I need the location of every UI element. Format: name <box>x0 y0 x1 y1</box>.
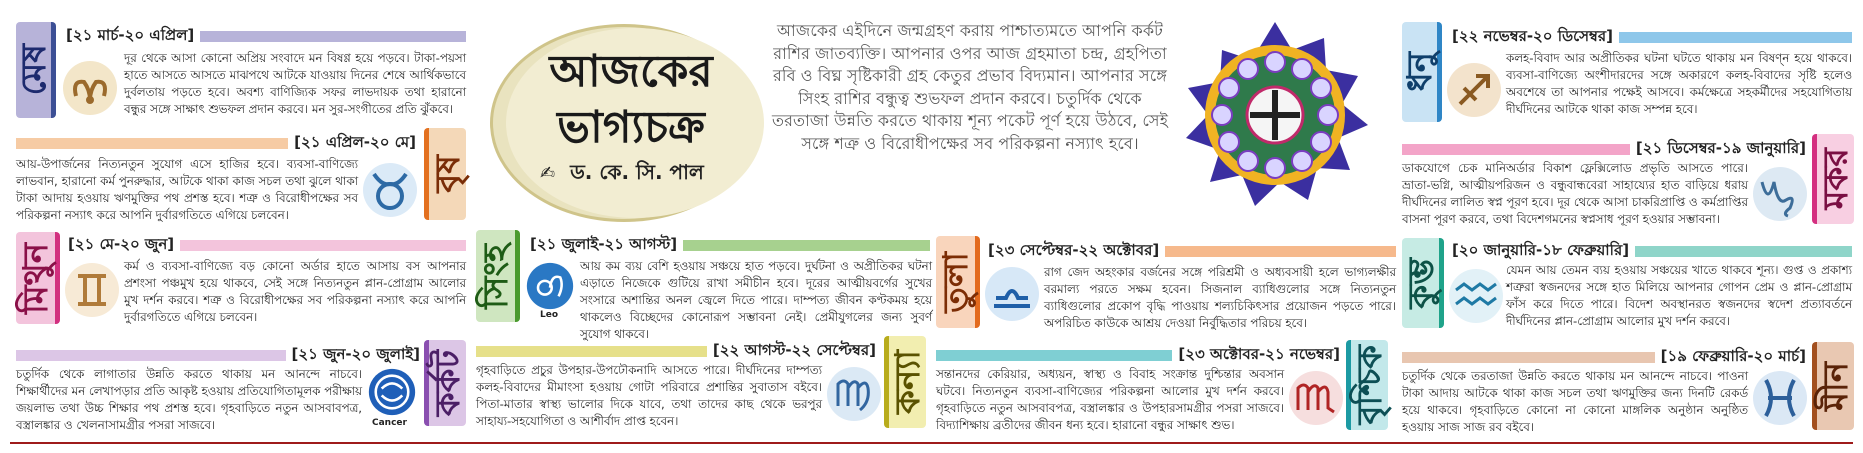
sign-date: [২১ জুন-২০ জুলাই] <box>291 344 420 363</box>
title-line-2: ভাগ্যচক্র <box>557 102 705 153</box>
aries-icon <box>62 60 118 116</box>
title-line-1: আজকের <box>549 46 713 97</box>
divider-bar <box>1635 246 1852 257</box>
gemini-icon <box>64 262 120 318</box>
sign-date: [২১ ডিসেম্বর-১৯ জানুয়ারি] <box>1635 138 1806 157</box>
capricorn-icon <box>1752 166 1808 222</box>
sagittarius-icon <box>1446 62 1502 118</box>
sign-date: [২২ নভেম্বর-২০ ডিসেম্বর] <box>1452 26 1613 45</box>
sign-date-header <box>936 344 1340 366</box>
sign-date-header <box>16 132 416 154</box>
zodiac-caption: Cancer <box>372 418 407 428</box>
sign-prediction: ডাকযোগে চেক মানিঅর্ডার বিকাশ ফ্লেক্সিলোড প্রভৃতি আসতে পারে। ভ্রাতা-ভগ্নি, আত্মীয়পরিজন ও বন্ধুবান্ধবেরা সাহায্যের হাত বাড়িয়ে ধরায় দীর্ঘদিনের লালিত স্বপ্ন পূরণ হবে। দূর থেকে আসা চাকরিপ্রাপ্তি ও কর্মপ্রাপ্তির বাসনা পূরণ করবে, তথা বিদেশগমনের স্বপ্নসাধ পূরণ হওয়ার সম্ভাবনা। <box>1402 161 1748 226</box>
sign-name-tab: কন্যা <box>884 336 926 428</box>
divider-bar <box>936 350 1172 361</box>
sign-date-header <box>16 344 420 366</box>
sign-date-header <box>1452 240 1852 262</box>
sign-prediction: যেমন আয় তেমন ব্যয় হওয়ায় সঞ্চয়ের খাতে থাকবে শূন্য। গুপ্ত ও প্রকাশ্য শত্রুরা স্বজনদের সঙ্গে হাত মিলিয়ে আপনার গোপন প্রেম ও প্লান-প্রোগ্রাম ফাঁস করে দিতে পারে। বিদেশ অবস্থানরত স্বজনদের স্বদেশ প্রত্যাবর্তনে দীর্ঘদিনের প্লান-প্রোগ্রাম আলোর মুখ দর্শন করবে। <box>1506 263 1852 328</box>
sign-date: [২১ এপ্রিল-২০ মে] <box>294 132 416 151</box>
sign-name-tab: ধনু <box>1402 22 1442 122</box>
divider-bar <box>1402 352 1655 363</box>
sign-date: [২১ মে-২০ জুন] <box>68 234 175 253</box>
zodiac-wheel-image <box>1180 20 1370 210</box>
sign-prediction: চতুর্দিক থেকে লাগাতার উন্নতি করতে থাকায় মন আনন্দে নাচবে। শিক্ষার্থীদের মন লেখাপড়ার প্রতি আকৃষ্ট হওয়ায় প্রতিযোগিতামূলক পরীক্ষায় জয়লাভ তথা উচ্চ শিক্ষার পথ প্রশস্ত হবে। গৃহবাড়িতে নতুন আসবাবপত্র, বস্ত্রালঙ্কার ও খেলনাসামগ্রীর পসরা সাজবে। <box>16 367 362 432</box>
sign-date-header <box>988 240 1396 262</box>
sign-name-tab: বৃশ্চিক <box>1346 340 1388 430</box>
sign-date-header <box>1402 346 1806 368</box>
sign-date: [২২ আগস্ট-২২ সেপ্টেম্বর] <box>712 340 876 359</box>
sign-prediction: সন্তানদের কেরিয়ার, অধ্যয়ন, স্বাস্থ্য ও বিবাহ সংক্রান্ত দুশ্চিন্তার অবসান ঘটবে। নিত্যনতুন ব্যবসা-বাণিজ্যের পরিকল্পনা আলোর মুখ দর্শন করবে। গৃহবাড়িতে নতুন আসবাবপত্র, বস্ত্রালঙ্কার ও উপহারসামগ্রীর পসরা সাজবে। বিদ্যাশিক্ষায় ব্রতীদের জীবন ধন্য হবে। হারানো বন্ধুর সাক্ষাৎ শুভ। <box>936 367 1284 432</box>
sign-prediction: গৃহবাড়িতে প্রচুর উপহার-উপঢৌকনাদি আসতে পারে। দীর্ঘদিনের দাম্পত্য কলহ-বিবাদের মীমাংসা হওয়ায় গোটা পরিবারে প্রশান্তির সুবাতাস বইবে। পিতা-মাতার স্বাস্থ্য ভালোর দিকে যাবে, তথা তাদের কাছ থেকে ভরপুর সাহায্য-সহযোগিতা ও আশীর্বাদ প্রাপ্ত হবেন। <box>476 363 822 428</box>
author-name: ড. কে. সি. পাল <box>570 160 704 184</box>
divider-bar <box>683 240 930 251</box>
sign-prediction: কলহ-বিবাদ আর অপ্রীতিকর ঘটনা ঘটতে থাকায় মন বিষণ্ন হয়ে থাকবে। ব্যবসা-বাণিজ্যে অংশীদারদের সঙ্গে অকারণে কলহ-বিবাদের সৃষ্টি হলেও অবশেষে তা আপনার পক্ষেই আসবে। কর্মক্ষেত্রে সহকর্মীদের সহযোগিতায় দীর্ঘদিনের আটকে থাকা কাজ সম্পন্ন হবে। <box>1506 51 1852 116</box>
taurus-icon <box>362 162 418 218</box>
divider-bar <box>200 31 466 42</box>
sign-date-header <box>530 234 930 256</box>
sign-date: [১৯ ফেব্রুয়ারি-২০ মার্চ] <box>1660 346 1806 365</box>
divider-bar <box>476 346 707 357</box>
sign-date-header <box>1452 26 1852 48</box>
cancer-icon <box>368 368 416 416</box>
birthday-intro: আজকের এইদিনে জন্মগ্রহণ করায় পাশ্চাত্যমতে আপনি কর্কট রাশির জাতব্যক্তি। আপনার ওপর আজ গ্রহমাতা চন্দ্র, গ্রহপিতা রবি ও বিঘ্ন সৃষ্টিকারী গ্রহ কেতুর প্রভাব বিদ্যমান। আপনার সঙ্গে সিংহ রাশির বন্ধুত্ব শুভফল প্রদান করবে। চতুর্দিক থেকে তরতাজা উন্নতি করতে থাকায় শূন্য পকেট পূর্ণ হয়ে উঠবে, সেই সঙ্গে শত্রু ও বিরোধীপক্ষের সব পরিকল্পনা নস্যাৎ হবে। <box>771 21 1169 153</box>
sign-date-header <box>68 234 466 256</box>
zodiac-caption: Leo <box>540 310 559 320</box>
sign-date: [২৩ অক্টোবর-২১ নভেম্বর] <box>1178 344 1340 363</box>
sign-name-tab: মেষ <box>16 22 56 118</box>
author-byline <box>540 158 740 191</box>
sign-prediction: আয় কম ব্যয় বেশি হওয়ায় সঞ্চয়ে হাত পড়বে। দুর্ঘটনা ও অপ্রীতিকর ঘটনা এড়াতে নিজেকে গুটিয়ে রাখা সমীচীন হবে। দূরের আত্মীয়বর্গের সুখের সংসারে অশান্তির অনল জ্বেলে দিতে পারে। দাম্পত্য জীবন কণ্টকময় হয়ে থাকলেও বিচ্ছেদের কোনোরূপ সম্ভাবনা নেই। প্রেমীযুগলের জন্য সুবর্ণ সুযোগ থাকবে। <box>580 259 932 341</box>
libra-icon <box>984 266 1040 322</box>
sign-name-tab: বৃষ <box>424 128 466 220</box>
sign-prediction: কর্ম ও ব্যবসা-বাণিজ্যে বড় কোনো অর্ডার হাতে আসায় বস আপনার প্রশংসা পঞ্চমুখ হয়ে থাকবে, সেই সঙ্গে নিত্যনতুন প্লান-প্রোগ্রাম আলোর মুখ দর্শন করবে। শত্রু ও বিরোধীপক্ষের সব পরিকল্পনা নস্যাৎ করে আপনি দুর্বারগতিতে এগিয়ে চলবেন। <box>124 259 466 324</box>
sign-date-header <box>1402 138 1806 160</box>
divider-bar <box>16 138 288 149</box>
divider-bar <box>1165 246 1396 257</box>
sign-name-tab: মীন <box>1812 342 1854 430</box>
divider-bar <box>16 350 286 361</box>
leo-icon <box>526 262 574 310</box>
aquarius-icon <box>1448 268 1504 324</box>
divider-bar <box>180 240 466 251</box>
sign-name-tab: তুলা <box>936 236 980 328</box>
sign-name-tab: কর্কট <box>424 340 466 426</box>
sign-prediction: আয়-উপার্জনের নিত্যনতুন সুযোগ এসে হাজির হবে। ব্যবসা-বাণিজ্যে লাভবান, হারানো কর্ম পুনরুদ্ধার, আটকে থাকা কাজ সচল তথা ঝুলে থাকা টাকা আদায় হওয়ায় ঋণমুক্তির পথ প্রশস্ত হবে। শত্রু ও বিরোধীপক্ষের সব পরিকল্পনা নস্যাৎ করে আপনি দুর্বারগতিতে এগিয়ে চলবেন। <box>16 157 358 222</box>
sign-name-tab: মিথুন <box>16 232 60 324</box>
divider-bar <box>1619 32 1852 43</box>
virgo-icon <box>826 366 882 422</box>
pisces-icon <box>1752 370 1808 426</box>
sign-prediction: চতুর্দিক থেকে তরতাজা উন্নতি করতে থাকায় মন আনন্দে নাচবে। পাওনা টাকা আদায় আটকে থাকা কাজ সচল তথা ঋণমুক্তির জন্য দিনটি রেকর্ড হয়ে থাকবে। গৃহবাড়িতে কোনো না কোনো মাঙ্গলিক অনুষ্ঠান অনুষ্ঠিত হওয়ায় সাজ সাজ রব বইবে। <box>1402 369 1748 434</box>
bottom-divider-rule <box>10 442 1853 444</box>
sign-date: [২১ মার্চ-২০ এপ্রিল] <box>66 25 195 44</box>
divider-bar <box>1402 144 1630 155</box>
sign-prediction: রাগ জেদ অহংকার বর্জনের সঙ্গে পরিশ্রমী ও অধ্যবসায়ী হলে ভাগ্যলক্ষীর বরমাল্য পরতে সক্ষম হবেন। সিজনাল ব্যাধিগুলোর সঙ্গে নিত্যনতুন ব্যাধিগুলোর প্রকোপ বৃদ্ধি পাওয়ায় শল্যচিকিৎসার প্রয়োজন পড়তে পারে। অপরিচিত কাউকে আশ্রয় দেওয়া নির্বুদ্ধিতার পরিচয় হবে। <box>1044 265 1396 330</box>
sign-prediction: দূর থেকে আসা কোনো অপ্রিয় সংবাদে মন বিষণ্ণ হয়ে পড়বে। টাকা-পয়সা হাতে আসতে আসতে মাঝপথে আটকে যাওয়ায় দিনের শেষে আর্থিকভাবে দুর্বলতায় পড়তে হবে। অবশ্য বাণিজ্যিক সফর লাভদায়ক তথা হারানো বন্ধুর সঙ্গে সাক্ষাৎ শুভফল প্রদান করবে। মন সুর-সংগীতের প্রতি ঝুঁকবে। <box>124 51 466 116</box>
sign-date: [২১ জুলাই-২১ আগস্ট] <box>530 234 678 253</box>
pen-icon: ✍ <box>540 163 556 184</box>
scorpio-icon <box>1288 370 1344 426</box>
sign-date: [২০ জানুয়ারি-১৮ ফেব্রুয়ারি] <box>1452 240 1630 259</box>
sign-name-tab: কুম্ভ <box>1402 238 1444 328</box>
sign-date: [২৩ সেপ্টেম্বর-২২ অক্টোবর] <box>988 240 1160 259</box>
page-title <box>516 44 746 156</box>
sign-date-header <box>476 340 876 362</box>
sign-name-tab: সিংহ <box>476 230 520 322</box>
sign-date-header <box>66 25 466 47</box>
sign-name-tab: মকর <box>1812 134 1854 224</box>
